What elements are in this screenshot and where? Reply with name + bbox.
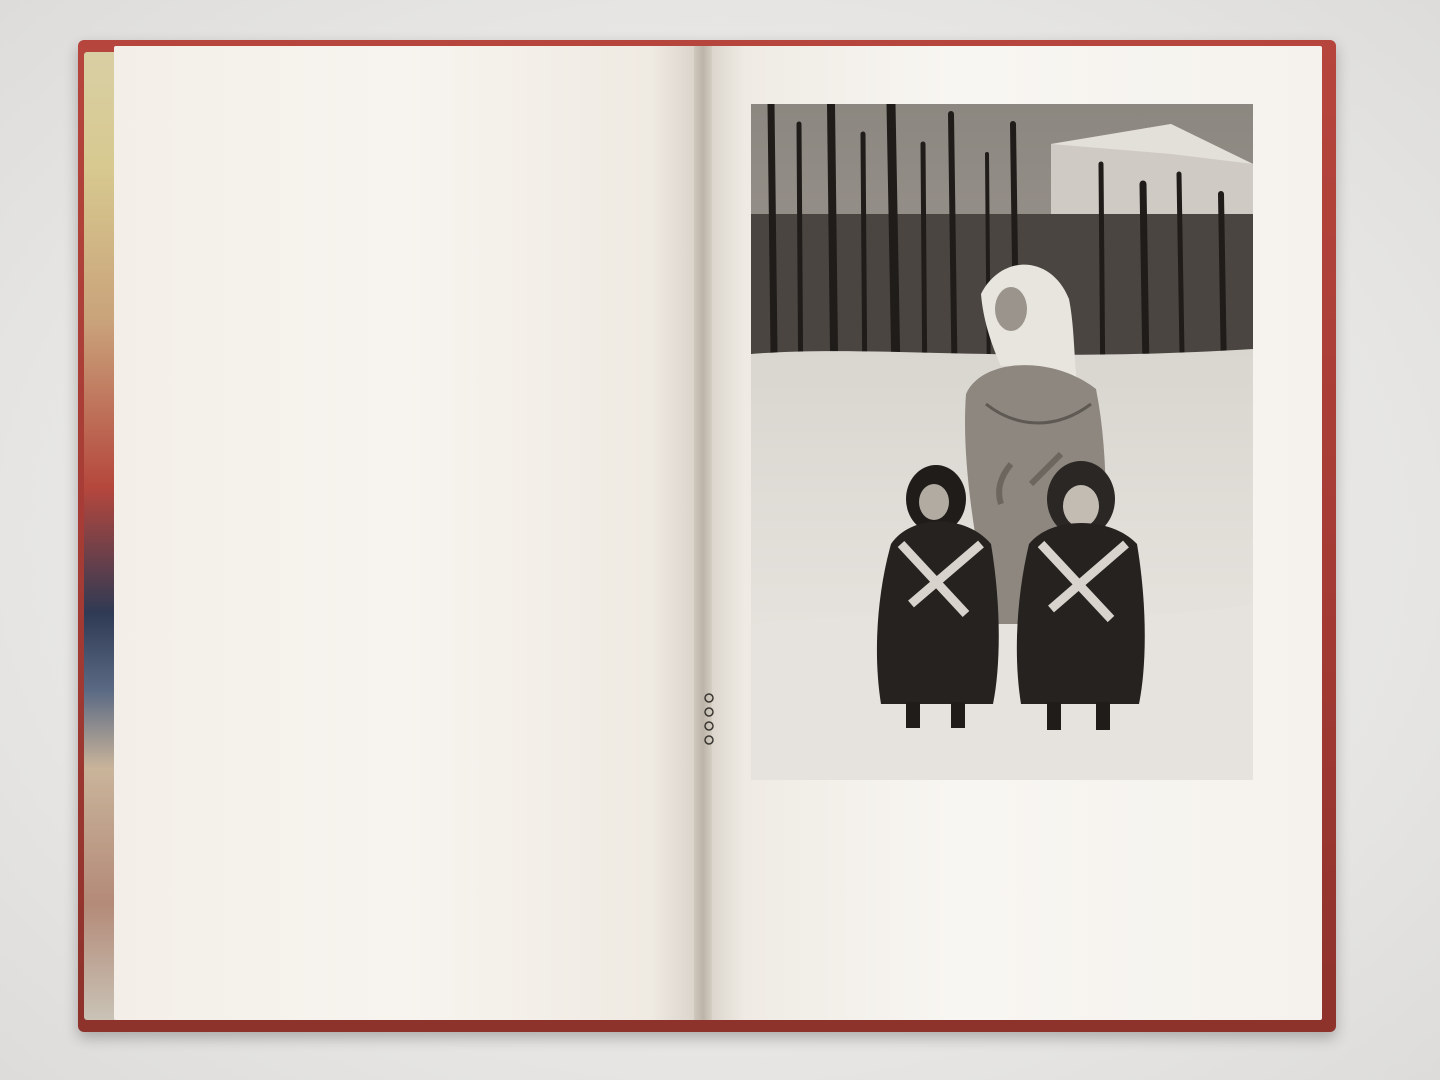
illustration-chuk-and-gek [751,104,1253,780]
left-page [114,46,698,1020]
headband-ornament [703,690,715,750]
book-gutter [694,46,712,1020]
left-page-text [170,126,654,134]
